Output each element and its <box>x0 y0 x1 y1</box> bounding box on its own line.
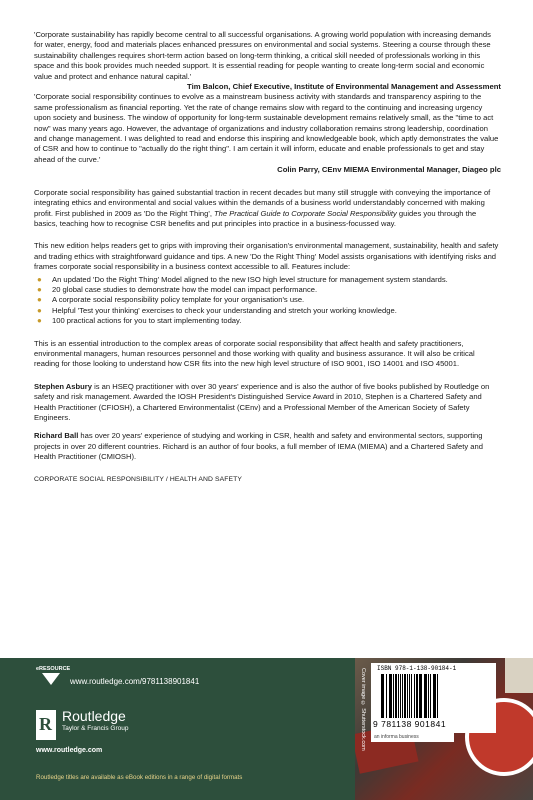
barcode-bar <box>438 674 439 718</box>
eresource-label: eRESOURCE <box>36 666 71 672</box>
author-name: Stephen Asbury <box>34 381 92 391</box>
list-item: ● A corporate social responsibility policy template for your organisation's use. <box>37 295 305 305</box>
bullet-icon: ● <box>37 316 42 326</box>
endorsement-attribution-1: Tim Balcon, Chief Executive, Institute of Environmental Management and Assessment <box>187 82 501 92</box>
list-item: ● 100 practical actions for you to start implementing today. <box>37 316 242 326</box>
eresource-link[interactable]: www.routledge.com/9781138901841 <box>70 677 200 686</box>
ebook-note: Routledge titles are available as eBook editions in a range of digital formats <box>36 774 243 781</box>
publisher-subtitle: Taylor & Francis Group <box>62 725 129 732</box>
bullet-icon: ● <box>37 274 42 284</box>
list-item: ● 20 global case studies to demonstrate how the model can impact performance. <box>37 284 318 294</box>
bullet-icon: ● <box>37 305 42 315</box>
barcode <box>371 663 496 733</box>
list-item: ● Helpful 'Test your thinking' exercises to check your understanding and stretch your working knowledge. <box>37 305 397 315</box>
routledge-logo-icon: R <box>36 710 56 740</box>
endorsement-quote-2: 'Corporate social responsibility continues to evolve as a mainstream business activity with standards and transparency aspiring to the same professionalism as financial reporting. Yet the rate of change remains slow with regard to the continuing and increasing urgency upon society and business. The window of opportunity for long-term sustainable development remains relatively small, as the "time to act now" was many years ago. However, the advantage of organizations and industry collaboration remains strong leadership, coordination and change management. I was delighted to read and endorse this inspiring and knowledgeable book, which aptly demonstrates the value of CSR and how to continue to "actually do the right thing". I am certain it will inform, educate and enable professionals to get and stay ahead of the curve.' <box>34 92 499 164</box>
book-title: The Practical Guide to Corporate Social Responsibility <box>214 208 397 218</box>
edition-paragraph: This new edition helps readers get to grips with improving their organisation's environmental management, sustainability, health and safety and trading ethics with straightforward guidance and tips. A new 'Do the Right Thing' Model assists organisations with identifying risks and frames corporate social responsibility in a business context accessible to all. Features include: <box>34 241 499 272</box>
publisher-name: Routledge <box>62 708 126 724</box>
audience-paragraph: This is an essential introduction to the complex areas of corporate social responsibility that affect health and safety practitioners, environmental managers, human resources personnel and those working with quality and business assurance. It will also be critical reading for those looking to understand how CSR fits into the new high level structure of ISO 9001, ISO 14001 and ISO 45001. <box>34 338 475 369</box>
subject-category: CORPORATE SOCIAL RESPONSIBILITY / HEALTH AND SAFETY <box>34 475 243 483</box>
author-bio-1: Stephen Asbury is an HSEQ practitioner with over 30 years' experience and is also the author of five books published by Routledge on safety and risk management. Awarded the IOSH President's Distinguished Service Award in 2010, Stephen is a Chartered Safety and Health Practitioner (CFIOSH), a Chartered Environmentalist (CEnv) and a Professional Member of the American Society of Safety Engineers. <box>34 381 490 422</box>
list-item: ● An updated 'Do the Right Thing' Model aligned to the new ISO high level structure for management system standards. <box>37 274 448 284</box>
bullet-icon: ● <box>37 295 42 305</box>
features-list <box>34 275 501 327</box>
intro-paragraph: Corporate social responsibility has gained substantial traction in recent decades but many still struggle with conveying the importance of integrating ethics and environmental and social values within the demands of a business world understandably concerned with making profit. First published in 2009 as 'Do the Right Thing', The Practical Guide to Corporate Social Responsibility guides you through the basics, teaching how to recognise CSR benefits and put principles into practice in a business-focussed way. <box>34 187 491 228</box>
isbn-label: ISBN 978-1-138-90184-1 <box>377 665 457 672</box>
bullet-icon: ● <box>37 284 42 294</box>
publisher-link[interactable]: www.routledge.com <box>36 747 103 754</box>
author-name: Richard Ball <box>34 431 79 441</box>
barcode-digits: 9 781138 901841 <box>373 719 447 729</box>
download-arrow-icon <box>42 673 60 685</box>
endorsement-quote-1: 'Corporate sustainability has rapidly become central to all successful organisations. A growing world population with increasing demands for water, energy, food and materials places enhanced pressures on environmental and social systems. Steering a course through these sustainability challenges requires short-term action based on long-term thinking, a critical skill needed of professionals working in this space and this book provides much needed support. It is essential reading for people wanting to create long-term social and economic value and protect and enhance natural capital.' <box>34 30 491 81</box>
informa-label: an informa business <box>371 733 454 742</box>
back-cover-text <box>34 30 501 485</box>
barcode-bars <box>381 674 489 718</box>
image-credit: Cover image © Shutterstock.com <box>360 668 366 751</box>
author-bio-2: Richard Ball has over 20 years' experience of studying and working in CSR, health and safety and environmental sectors, supporting projects in over 20 different countries. Richard is an author of four books, a full member of IEMA (MIEMA) and a Chartered Safety and Health Practitioner (CMIOSH). <box>34 431 483 462</box>
endorsement-attribution-2: Colin Parry, CEnv MIEMA Environmental Manager, Diageo plc <box>277 165 501 175</box>
